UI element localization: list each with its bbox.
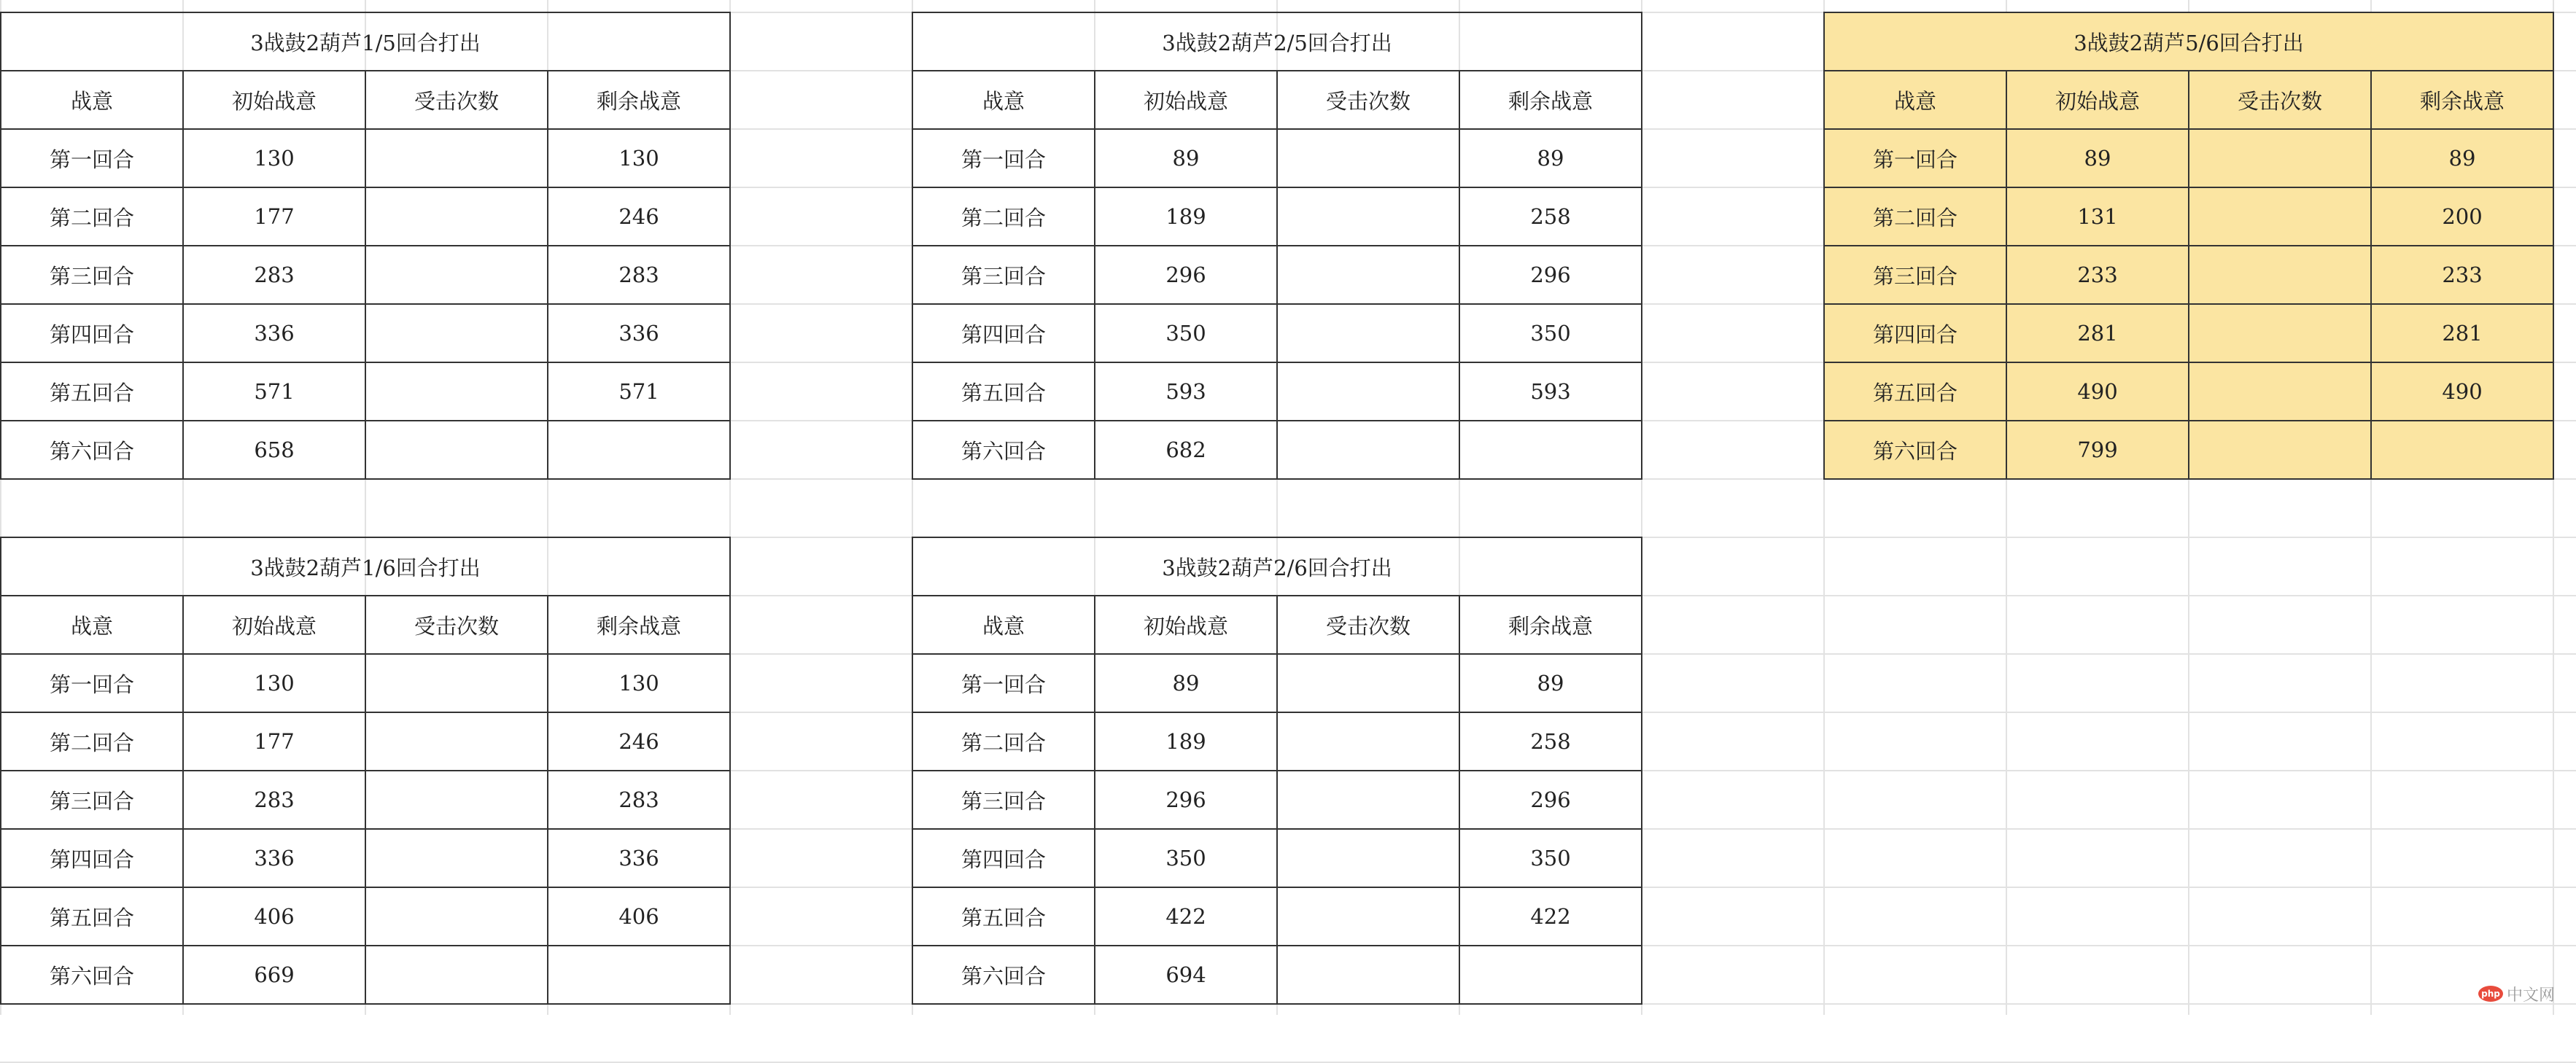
table-row (1, 887, 730, 946)
initial-value-cell[interactable]: 422 (1095, 887, 1277, 946)
table-row (1, 187, 730, 246)
hit-count-cell[interactable] (1277, 829, 1459, 887)
round-label-cell[interactable]: 第四回合 (912, 829, 1095, 887)
table-row (912, 187, 1642, 246)
initial-value-cell[interactable]: 89 (1095, 129, 1277, 187)
header-cell[interactable]: 剩余战意 (1459, 596, 1642, 654)
remaining-value-cell[interactable]: 296 (1459, 771, 1642, 829)
round-label-cell[interactable]: 第二回合 (1, 187, 183, 246)
hit-count-cell[interactable] (365, 421, 548, 479)
table-row (912, 829, 1642, 887)
table-row (1824, 421, 2553, 479)
header-cell[interactable]: 战意 (912, 596, 1095, 654)
round-label-cell[interactable]: 第四回合 (912, 304, 1095, 362)
initial-value-cell[interactable]: 281 (2006, 304, 2189, 362)
hit-count-cell[interactable] (1277, 187, 1459, 246)
initial-value-cell[interactable]: 350 (1095, 304, 1277, 362)
table-row (1824, 129, 2553, 187)
round-label-cell[interactable]: 第二回合 (912, 187, 1095, 246)
round-label-cell[interactable]: 第五回合 (1824, 362, 2006, 421)
remaining-value-cell[interactable] (1459, 946, 1642, 1004)
table-row (1, 129, 730, 187)
table-row (1, 246, 730, 304)
hit-count-cell[interactable] (365, 712, 548, 771)
round-label-cell[interactable]: 第五回合 (1, 887, 183, 946)
initial-value-cell[interactable]: 682 (1095, 421, 1277, 479)
table-title-row (1824, 12, 2553, 71)
hit-count-cell[interactable] (2189, 129, 2371, 187)
header-cell[interactable]: 战意 (1, 596, 183, 654)
table-title-row (1, 537, 730, 596)
remaining-value-cell[interactable] (548, 421, 730, 479)
header-cell[interactable]: 受击次数 (365, 71, 548, 129)
hit-count-cell[interactable] (1277, 771, 1459, 829)
table-row (912, 246, 1642, 304)
table-row (912, 304, 1642, 362)
table-row (1, 712, 730, 771)
initial-value-cell[interactable]: 189 (1095, 187, 1277, 246)
header-cell[interactable]: 剩余战意 (1459, 71, 1642, 129)
round-label-cell[interactable]: 第六回合 (1, 421, 183, 479)
table-row (1824, 304, 2553, 362)
header-cell[interactable]: 战意 (912, 71, 1095, 129)
round-label-cell[interactable]: 第三回合 (1, 246, 183, 304)
hit-count-cell[interactable] (2189, 304, 2371, 362)
initial-value-cell[interactable]: 336 (183, 829, 365, 887)
header-cell[interactable]: 剩余战意 (548, 71, 730, 129)
table-row (1, 771, 730, 829)
hit-count-cell[interactable] (1277, 362, 1459, 421)
hit-count-cell[interactable] (1277, 246, 1459, 304)
round-label-cell[interactable]: 第五回合 (1, 362, 183, 421)
table-header-row (1824, 71, 2553, 129)
round-label-cell[interactable]: 第六回合 (912, 946, 1095, 1004)
table-header-row (912, 71, 1642, 129)
hit-count-cell[interactable] (365, 304, 548, 362)
remaining-value-cell[interactable]: 89 (1459, 129, 1642, 187)
table-header-row (912, 596, 1642, 654)
round-label-cell[interactable]: 第三回合 (912, 771, 1095, 829)
data-table-4 (0, 537, 731, 1005)
hit-count-cell[interactable] (365, 654, 548, 712)
remaining-value-cell[interactable] (2371, 421, 2553, 479)
round-label-cell[interactable]: 第一回合 (1, 654, 183, 712)
php-logo-icon: php (2478, 986, 2503, 1002)
remaining-value-cell[interactable]: 258 (1459, 187, 1642, 246)
remaining-value-cell[interactable]: 281 (2371, 304, 2553, 362)
initial-value-cell[interactable]: 89 (1095, 654, 1277, 712)
hit-count-cell[interactable] (1277, 129, 1459, 187)
round-label-cell[interactable]: 第三回合 (1824, 246, 2006, 304)
header-cell[interactable]: 受击次数 (365, 596, 548, 654)
remaining-value-cell[interactable]: 422 (1459, 887, 1642, 946)
initial-value-cell[interactable]: 283 (183, 246, 365, 304)
data-table-5 (912, 537, 1642, 1005)
initial-value-cell[interactable]: 694 (1095, 946, 1277, 1004)
remaining-value-cell[interactable]: 246 (548, 187, 730, 246)
round-label-cell[interactable]: 第二回合 (912, 712, 1095, 771)
header-cell[interactable]: 受击次数 (2189, 71, 2371, 129)
hit-count-cell[interactable] (365, 246, 548, 304)
hit-count-cell[interactable] (365, 362, 548, 421)
round-label-cell[interactable]: 第二回合 (1, 712, 183, 771)
remaining-value-cell[interactable]: 258 (1459, 712, 1642, 771)
header-cell[interactable]: 受击次数 (1277, 71, 1459, 129)
hit-count-cell[interactable] (365, 946, 548, 1004)
round-label-cell[interactable]: 第二回合 (1824, 187, 2006, 246)
initial-value-cell[interactable]: 296 (1095, 771, 1277, 829)
header-cell[interactable]: 剩余战意 (548, 596, 730, 654)
initial-value-cell[interactable]: 189 (1095, 712, 1277, 771)
hit-count-cell[interactable] (365, 129, 548, 187)
hit-count-cell[interactable] (365, 771, 548, 829)
remaining-value-cell[interactable]: 490 (2371, 362, 2553, 421)
round-label-cell[interactable]: 第一回合 (912, 654, 1095, 712)
table-header-row (1, 596, 730, 654)
round-label-cell[interactable]: 第五回合 (912, 887, 1095, 946)
remaining-value-cell[interactable]: 350 (1459, 304, 1642, 362)
table-title-row (912, 12, 1642, 71)
initial-value-cell[interactable]: 350 (1095, 829, 1277, 887)
table-row (1, 421, 730, 479)
table-title-cell[interactable]: 3战鼓2葫芦5/6回合打出 (1824, 12, 2553, 71)
hit-count-cell[interactable] (365, 829, 548, 887)
table-title-cell[interactable]: 3战鼓2葫芦1/5回合打出 (1, 12, 730, 71)
header-cell[interactable]: 战意 (1, 71, 183, 129)
table-row (912, 421, 1642, 479)
round-label-cell[interactable]: 第四回合 (1, 304, 183, 362)
initial-value-cell[interactable]: 296 (1095, 246, 1277, 304)
initial-value-cell[interactable]: 658 (183, 421, 365, 479)
header-cell[interactable]: 初始战意 (183, 596, 365, 654)
table-row (912, 771, 1642, 829)
table-row (912, 654, 1642, 712)
initial-value-cell[interactable]: 130 (183, 654, 365, 712)
initial-value-cell[interactable]: 669 (183, 946, 365, 1004)
initial-value-cell[interactable]: 177 (183, 187, 365, 246)
table-row (1, 362, 730, 421)
initial-value-cell[interactable]: 89 (2006, 129, 2189, 187)
hit-count-cell[interactable] (1277, 887, 1459, 946)
hit-count-cell[interactable] (2189, 421, 2371, 479)
table-row (1, 304, 730, 362)
watermark-text: 中文网 (2507, 986, 2556, 1005)
table-row (912, 362, 1642, 421)
initial-value-cell[interactable]: 177 (183, 712, 365, 771)
remaining-value-cell[interactable]: 350 (1459, 829, 1642, 887)
remaining-value-cell[interactable]: 336 (548, 829, 730, 887)
remaining-value-cell[interactable]: 130 (548, 654, 730, 712)
table-row (1, 654, 730, 712)
table-row (912, 712, 1642, 771)
remaining-value-cell[interactable] (1459, 421, 1642, 479)
remaining-value-cell[interactable]: 233 (2371, 246, 2553, 304)
table-row (1824, 187, 2553, 246)
table-row (1, 946, 730, 1004)
table-row (1824, 362, 2553, 421)
remaining-value-cell[interactable]: 89 (2371, 129, 2553, 187)
table-title-cell[interactable]: 3战鼓2葫芦2/6回合打出 (912, 537, 1642, 596)
initial-value-cell[interactable]: 593 (1095, 362, 1277, 421)
header-cell[interactable]: 初始战意 (1095, 596, 1277, 654)
remaining-value-cell[interactable] (548, 946, 730, 1004)
hit-count-cell[interactable] (2189, 246, 2371, 304)
table-title-row (912, 537, 1642, 596)
hit-count-cell[interactable] (1277, 946, 1459, 1004)
table-row (912, 887, 1642, 946)
hit-count-cell[interactable] (365, 187, 548, 246)
round-label-cell[interactable]: 第四回合 (1, 829, 183, 887)
table-row (1824, 246, 2553, 304)
round-label-cell[interactable]: 第一回合 (912, 129, 1095, 187)
initial-value-cell[interactable]: 406 (183, 887, 365, 946)
round-label-cell[interactable]: 第五回合 (912, 362, 1095, 421)
table-row (912, 129, 1642, 187)
round-label-cell[interactable]: 第一回合 (1, 129, 183, 187)
remaining-value-cell[interactable]: 283 (548, 246, 730, 304)
header-cell[interactable]: 战意 (1824, 71, 2006, 129)
header-cell[interactable]: 初始战意 (1095, 71, 1277, 129)
remaining-value-cell[interactable]: 296 (1459, 246, 1642, 304)
data-table-2 (912, 12, 1642, 480)
round-label-cell[interactable]: 第三回合 (1, 771, 183, 829)
table-title-cell[interactable]: 3战鼓2葫芦2/5回合打出 (912, 12, 1642, 71)
site-watermark (2478, 981, 2566, 1006)
hit-count-cell[interactable] (1277, 654, 1459, 712)
round-label-cell[interactable]: 第六回合 (1, 946, 183, 1004)
remaining-value-cell[interactable]: 593 (1459, 362, 1642, 421)
round-label-cell[interactable]: 第四回合 (1824, 304, 2006, 362)
initial-value-cell[interactable]: 799 (2006, 421, 2189, 479)
hit-count-cell[interactable] (365, 887, 548, 946)
hit-count-cell[interactable] (1277, 421, 1459, 479)
hit-count-cell[interactable] (1277, 304, 1459, 362)
initial-value-cell[interactable]: 490 (2006, 362, 2189, 421)
remaining-value-cell[interactable]: 571 (548, 362, 730, 421)
hit-count-cell[interactable] (2189, 187, 2371, 246)
remaining-value-cell[interactable]: 130 (548, 129, 730, 187)
initial-value-cell[interactable]: 336 (183, 304, 365, 362)
remaining-value-cell[interactable]: 200 (2371, 187, 2553, 246)
remaining-value-cell[interactable]: 246 (548, 712, 730, 771)
header-cell[interactable]: 剩余战意 (2371, 71, 2553, 129)
round-label-cell[interactable]: 第三回合 (912, 246, 1095, 304)
header-cell[interactable]: 初始战意 (2006, 71, 2189, 129)
hit-count-cell[interactable] (1277, 712, 1459, 771)
header-cell[interactable]: 初始战意 (183, 71, 365, 129)
remaining-value-cell[interactable]: 406 (548, 887, 730, 946)
initial-value-cell[interactable]: 283 (183, 771, 365, 829)
data-table-3 (1823, 12, 2554, 480)
header-cell[interactable]: 受击次数 (1277, 596, 1459, 654)
table-row (912, 946, 1642, 1004)
round-label-cell[interactable]: 第六回合 (912, 421, 1095, 479)
initial-value-cell[interactable]: 233 (2006, 246, 2189, 304)
initial-value-cell[interactable]: 130 (183, 129, 365, 187)
table-title-cell[interactable]: 3战鼓2葫芦1/6回合打出 (1, 537, 730, 596)
remaining-value-cell[interactable]: 336 (548, 304, 730, 362)
remaining-value-cell[interactable]: 89 (1459, 654, 1642, 712)
initial-value-cell[interactable]: 131 (2006, 187, 2189, 246)
table-header-row (1, 71, 730, 129)
data-table-1 (0, 12, 731, 480)
remaining-value-cell[interactable]: 283 (548, 771, 730, 829)
table-title-row (1, 12, 730, 71)
round-label-cell[interactable]: 第六回合 (1824, 421, 2006, 479)
table-row (1, 829, 730, 887)
initial-value-cell[interactable]: 571 (183, 362, 365, 421)
hit-count-cell[interactable] (2189, 362, 2371, 421)
round-label-cell[interactable]: 第一回合 (1824, 129, 2006, 187)
